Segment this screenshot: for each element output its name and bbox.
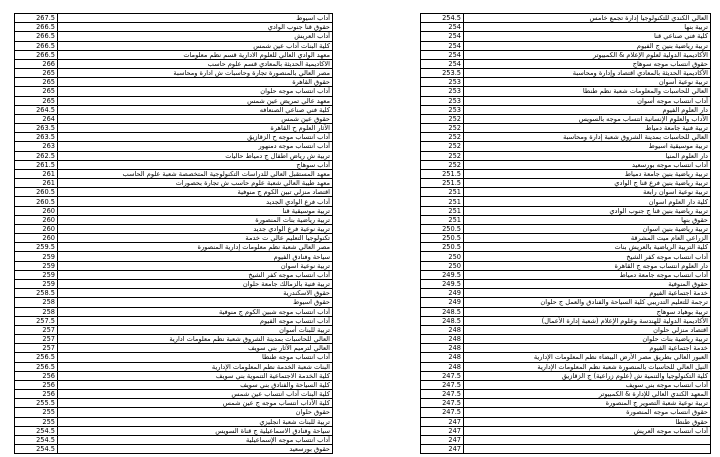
faculty-name-cell: الآداب والعلوم الإنسانية انتساب موجه بالسويس: [464, 114, 711, 123]
faculty-name-cell: حقوق انتساب موجه المنصورة: [464, 408, 711, 417]
table-row: [15, 316, 333, 325]
faculty-name-cell: ترجمة للتعليم التدريبي كلية السياحة والفنادق والعمل ج حلوان: [464, 298, 711, 307]
faculty-name-cell: سياحة وفنادق الفيوم: [58, 252, 333, 261]
table-row: [15, 325, 333, 334]
faculty-name-cell: النيل العالي للحاسبات بالمنصورة شعبة نظم المعلومات الإدارية: [464, 362, 711, 371]
table-row: [421, 270, 711, 279]
table-row: [421, 41, 711, 50]
faculty-name-cell: تربية رياضية بنات المنصورة: [58, 215, 333, 224]
table-row: [421, 142, 711, 151]
score-cell: 249: [421, 289, 464, 298]
faculty-name-cell: الاكاديمية الحديثة بالمعادي قسم علوم حاسب: [58, 59, 333, 68]
faculty-name-cell: البنات شعبة الخدمة نظم المعلومات الإدارية: [58, 362, 333, 371]
score-cell: 254: [421, 41, 464, 50]
faculty-name-cell: العبور العالي بطريق مصر الأرض البيضاء نظم المعلومات الإدارية: [464, 353, 711, 362]
score-cell: 256: [15, 371, 58, 380]
table-row: [421, 197, 711, 206]
score-cell: 259: [15, 279, 58, 288]
score-cell: 250.5: [421, 243, 464, 252]
score-cell: 254.5: [421, 14, 464, 23]
score-cell: 252: [421, 133, 464, 142]
faculty-name-cell: حقوق المنوفية: [464, 279, 711, 288]
score-cell: 248.5: [421, 316, 464, 325]
table-row: [421, 390, 711, 399]
faculty-name-cell: آداب انتساب موجه ح الزقازيق: [58, 133, 333, 142]
table-row: [15, 23, 333, 32]
score-cell: 260: [15, 224, 58, 233]
table-row: [15, 96, 333, 105]
table-row: [15, 371, 333, 380]
table-row: [15, 206, 333, 215]
table-row: [421, 344, 711, 353]
score-cell: 256: [15, 390, 58, 399]
faculty-name-cell: آداب انتساب موجه أسوان: [464, 96, 711, 105]
score-cell: 252: [421, 151, 464, 160]
table-row: [421, 279, 711, 288]
score-cell: 253.5: [421, 69, 464, 78]
table-row: [421, 151, 711, 160]
right-table-body: [421, 14, 711, 454]
faculty-name-cell: معهد المستقبل العالي للدراسات التكنولوجية المتخصصة شعبة علوم الحاسب: [58, 169, 333, 178]
score-cell: 251: [421, 206, 464, 215]
table-row: [421, 371, 711, 380]
score-cell: 247.5: [421, 408, 464, 417]
table-row: [15, 50, 333, 59]
score-cell: 264: [15, 114, 58, 123]
faculty-name-cell: كلية البنات آداب انتساب عين شمس: [58, 390, 333, 399]
table-row: [421, 160, 711, 169]
faculty-name-cell: تربية رياضية بنات حلوان: [464, 335, 711, 344]
table-row: [421, 179, 711, 188]
table-row: [421, 445, 711, 454]
faculty-name-cell: حقوق حلوان: [58, 408, 333, 417]
table-row: [15, 151, 333, 160]
table-row: [421, 325, 711, 334]
faculty-name-cell: مصر العالي شعبة نظم معلومات إدارية المنصورة: [58, 243, 333, 252]
faculty-name-cell: تربية فنية جامعة دمياط: [464, 124, 711, 133]
left-table-body: [15, 14, 333, 454]
table-row: [421, 408, 711, 417]
faculty-name-cell: آداب انتساب موجه حلوان: [58, 87, 333, 96]
score-cell: 247.5: [421, 380, 464, 389]
faculty-name-cell: كلية دار العلوم اسوان: [464, 197, 711, 206]
score-cell: 256.5: [15, 353, 58, 362]
score-cell: 247.5: [421, 399, 464, 408]
score-cell: 249.5: [421, 279, 464, 288]
faculty-name-cell: حقوق بورسعيد: [58, 445, 333, 454]
score-cell: 257: [15, 335, 58, 344]
table-row: [15, 279, 333, 288]
table-row: [15, 179, 333, 188]
table-row: [421, 215, 711, 224]
score-cell: 248: [421, 362, 464, 371]
score-cell: 251: [421, 188, 464, 197]
score-cell: 253: [421, 96, 464, 105]
score-cell: 247.5: [421, 371, 464, 380]
faculty-name-cell: حقوق عين شمس: [58, 114, 333, 123]
table-row: [421, 243, 711, 252]
score-cell: 262.5: [15, 151, 58, 160]
table-row: [15, 298, 333, 307]
table-row: [15, 435, 333, 444]
score-cell: 259: [15, 252, 58, 261]
faculty-name-cell: معهد طيبة العالي شعبة علوم حاسب ش تجارة بحصورات: [58, 179, 333, 188]
score-cell: 251.5: [421, 179, 464, 188]
faculty-name-cell: تربية نوعية اسوان: [58, 261, 333, 270]
faculty-name-cell: العالي للحاسبات والمعلومات شعبة نظم طنطا: [464, 87, 711, 96]
table-row: [15, 445, 333, 454]
table-row: [421, 59, 711, 68]
score-cell: 251: [421, 215, 464, 224]
table-row: [15, 32, 333, 41]
table-row: [15, 78, 333, 87]
score-cell: 258: [15, 298, 58, 307]
table-row: [421, 261, 711, 270]
table-row: [15, 252, 333, 261]
table-row: [421, 114, 711, 123]
table-row: [421, 14, 711, 23]
score-cell: 266: [15, 59, 58, 68]
score-cell: 266.5: [15, 41, 58, 50]
score-cell: 260: [15, 215, 58, 224]
faculty-name-cell: آداب انتساب موجه شبين الكوم ج منوفية: [58, 307, 333, 316]
faculty-name-cell: الآثار العلوم ح القاهرة: [58, 124, 333, 133]
table-row: [421, 307, 711, 316]
faculty-name-cell: تربية رياضية بنين ج الفيوم: [464, 41, 711, 50]
faculty-name-cell: تربية رياضية بنين اسوان: [464, 224, 711, 233]
score-cell: 261: [15, 179, 58, 188]
table-row: [15, 114, 333, 123]
score-cell: 250.5: [421, 234, 464, 243]
score-cell: 260: [15, 234, 58, 243]
score-cell: 250: [421, 252, 464, 261]
score-cell: 266.5: [15, 32, 58, 41]
table-row: [421, 380, 711, 389]
score-cell: 267.5: [15, 14, 58, 23]
table-row: [15, 399, 333, 408]
faculty-name-cell: اقتصاد منزلي تبين الكوم ج منوفية: [58, 188, 333, 197]
table-row: [15, 408, 333, 417]
score-cell: 259: [15, 261, 58, 270]
faculty-name-cell: دار العلوم انتساب موجه ج القاهرة: [464, 261, 711, 270]
faculty-name-cell: كلية فني صناعي قنا: [464, 32, 711, 41]
faculty-name-cell: حقوق الاسكندرية: [58, 289, 333, 298]
table-row: [15, 335, 333, 344]
score-cell: 252: [421, 142, 464, 151]
table-row: [15, 133, 333, 142]
table-row: [421, 316, 711, 325]
faculty-name-cell: سياحة وفنادق الاسماعيلية ج قناة السويس: [58, 426, 333, 435]
faculty-name-cell: آداب اسيوط: [58, 14, 333, 23]
table-row: [421, 353, 711, 362]
faculty-name-cell: تربية نوعية شعبة التصوير ج المنصورة: [464, 399, 711, 408]
faculty-name-cell: آداب انتساب موجه بورسعيد: [464, 160, 711, 169]
table-row: [421, 252, 711, 261]
faculty-name-cell: حقوق قنا جنوب الوادي: [58, 23, 333, 32]
faculty-name-cell: الأكاديمية الدولية لعلوم الإعلام & الكمبيوتر: [464, 50, 711, 59]
score-cell: 259: [15, 270, 58, 279]
faculty-name-cell: العالي للحاسبات بمدينة الشروق شعبة إدارة ومحاسبة: [464, 133, 711, 142]
faculty-name-cell: كلية السياحة والفنادق بني سويف: [58, 380, 333, 389]
table-row: [15, 224, 333, 233]
score-cell: 252: [421, 124, 464, 133]
score-cell: 247: [421, 445, 464, 454]
faculty-name-cell: تربية نوعية أسوان: [464, 78, 711, 87]
table-row: [15, 197, 333, 206]
faculty-name-cell: الأكاديمية الدولية للهندسة وعلوم الإعلام (شعبة إدارة الأعمال): [464, 316, 711, 325]
score-cell: 257.5: [15, 316, 58, 325]
faculty-name-cell: [464, 435, 711, 444]
score-cell: 247: [421, 426, 464, 435]
table-row: [421, 224, 711, 233]
faculty-name-cell: كلية فني صناعي الصنعافه: [58, 105, 333, 114]
table-row: [15, 160, 333, 169]
score-cell: 255: [15, 408, 58, 417]
score-cell: 258.5: [15, 289, 58, 298]
score-cell: 266.5: [15, 23, 58, 32]
faculty-name-cell: آداب انتساب موجه كفر الشيخ: [464, 252, 711, 261]
score-cell: 249: [421, 298, 464, 307]
faculty-name-cell: خدمة اجتماعية الفيوم: [464, 289, 711, 298]
table-row: [15, 14, 333, 23]
faculty-name-cell: آداب انتساب موجه طنطا: [58, 353, 333, 362]
score-cell: 260: [15, 206, 58, 215]
score-cell: 255.5: [15, 399, 58, 408]
table-row: [421, 133, 711, 142]
score-cell: 252: [421, 160, 464, 169]
faculty-name-cell: اقتصاد منزلي حلوان: [464, 325, 711, 334]
table-row: [15, 307, 333, 316]
table-row: [421, 234, 711, 243]
score-cell: 264.5: [15, 105, 58, 114]
faculty-name-cell: آداب انتساب موجه الإسماعيلية: [58, 435, 333, 444]
table-row: [421, 298, 711, 307]
faculty-name-cell: الزراعي العام ميت المشرقة: [464, 234, 711, 243]
table-row: [15, 215, 333, 224]
table-row: [421, 399, 711, 408]
left-results-table: [14, 13, 333, 454]
faculty-name-cell: العالي لترميم الآثار بني سويف: [58, 344, 333, 353]
score-cell: 247: [421, 435, 464, 444]
score-cell: 263.5: [15, 124, 58, 133]
table-row: [421, 69, 711, 78]
score-cell: 263: [15, 142, 58, 151]
faculty-name-cell: مصر العالي بالمنصورة تجارة وحاسبات ش ادارة ومحاسبة: [58, 69, 333, 78]
table-row: [15, 261, 333, 270]
faculty-name-cell: تربية للبنات شعبة انجليزي: [58, 417, 333, 426]
faculty-name-cell: تربية ش رياض اطفال ج دمياط حاليات: [58, 151, 333, 160]
faculty-name-cell: حقوق بنها: [464, 215, 711, 224]
faculty-name-cell: آداب انتساب موجه دمنهور: [58, 142, 333, 151]
score-cell: 248: [421, 344, 464, 353]
faculty-name-cell: تربية بنها: [464, 23, 711, 32]
faculty-name-cell: العالي للحاسبات بمدينة الشروق شعبة نظم معلومات ادارية: [58, 335, 333, 344]
table-row: [421, 23, 711, 32]
faculty-name-cell: آداب انتساب موجه الفيوم: [58, 316, 333, 325]
table-row: [421, 78, 711, 87]
score-cell: 259.5: [15, 243, 58, 252]
faculty-name-cell: [464, 445, 711, 454]
table-row: [421, 335, 711, 344]
faculty-name-cell: كلية الخدمة الاجتماعية التنموية بني سويف: [58, 371, 333, 380]
right-results-table: [420, 13, 711, 454]
score-cell: 254.5: [15, 426, 58, 435]
score-cell: 249.5: [421, 270, 464, 279]
faculty-name-cell: كلية البنات آداب عين شمس: [58, 41, 333, 50]
table-row: [15, 344, 333, 353]
faculty-name-cell: آداب انتساب موجه كفر الشيخ: [58, 270, 333, 279]
faculty-name-cell: تربية نوعية اسوان رابعة: [464, 188, 711, 197]
score-cell: 253: [421, 78, 464, 87]
table-row: [421, 50, 711, 59]
table-row: [15, 188, 333, 197]
faculty-name-cell: تربية رياضية بنين قنا ج جنوب الوادي: [464, 206, 711, 215]
table-row: [15, 41, 333, 50]
faculty-name-cell: آداب انتساب موجه بني سويف: [464, 380, 711, 389]
score-cell: 256: [15, 380, 58, 389]
table-row: [15, 234, 333, 243]
table-row: [421, 124, 711, 133]
score-cell: 254: [421, 23, 464, 32]
table-row: [15, 426, 333, 435]
faculty-name-cell: حقوق طنطا: [464, 417, 711, 426]
table-row: [15, 105, 333, 114]
score-cell: 254.5: [15, 445, 58, 454]
score-cell: 257: [15, 344, 58, 353]
score-cell: 260.5: [15, 197, 58, 206]
table-row: [15, 169, 333, 178]
table-row: [15, 353, 333, 362]
table-row: [15, 59, 333, 68]
faculty-name-cell: تربية نوعية فرع الوادي جديد: [58, 224, 333, 233]
faculty-name-cell: تربية بوهياد سوهاج: [464, 307, 711, 316]
faculty-name-cell: كلية الآداب انتساب موجه ج عين شمس: [58, 399, 333, 408]
score-cell: 250: [421, 261, 464, 270]
faculty-name-cell: تربية موسيقية قنا: [58, 206, 333, 215]
table-row: [15, 362, 333, 371]
score-cell: 248: [421, 353, 464, 362]
table-row: [15, 270, 333, 279]
score-cell: 254: [421, 59, 464, 68]
score-cell: 251.5: [421, 169, 464, 178]
table-row: [15, 243, 333, 252]
score-cell: 265: [15, 69, 58, 78]
score-cell: 265: [15, 78, 58, 87]
score-cell: 248.5: [421, 307, 464, 316]
faculty-name-cell: العالي الكندي للتكنولوجيا إدارة تجمع خامس: [464, 14, 711, 23]
score-cell: 251: [421, 197, 464, 206]
table-row: [421, 169, 711, 178]
faculty-name-cell: آداب انتساب موجه العريش: [464, 426, 711, 435]
table-row: [15, 390, 333, 399]
score-cell: 253: [421, 87, 464, 96]
score-cell: 247.5: [421, 390, 464, 399]
table-row: [15, 69, 333, 78]
faculty-name-cell: تربية فنية بالزمالك جامعة حلوان: [58, 279, 333, 288]
table-row: [421, 417, 711, 426]
score-cell: 254: [421, 50, 464, 59]
faculty-name-cell: خدمة اجتماعية الفيوم: [464, 344, 711, 353]
table-row: [421, 206, 711, 215]
table-row: [421, 87, 711, 96]
score-cell: 250.5: [421, 224, 464, 233]
table-row: [421, 32, 711, 41]
score-cell: 265: [15, 96, 58, 105]
table-row: [421, 426, 711, 435]
score-cell: 248: [421, 325, 464, 334]
faculty-name-cell: دار العلوم المنيا: [464, 151, 711, 160]
score-cell: 254.5: [15, 435, 58, 444]
faculty-name-cell: تربية رياضية بنين فرع قنا ج الوادي: [464, 179, 711, 188]
faculty-name-cell: حقوق القاهرة: [58, 78, 333, 87]
faculty-name-cell: الأكاديمية الحديثة بالمعادي اقتصاد وإدارة ومحاسبة: [464, 69, 711, 78]
faculty-name-cell: معهد عالي تمريض عين شمس: [58, 96, 333, 105]
score-cell: 260.5: [15, 188, 58, 197]
faculty-name-cell: آداب سوهاج: [58, 160, 333, 169]
faculty-name-cell: المعهد الكندي العالي للإدارة & الكمبيوتر: [464, 390, 711, 399]
faculty-name-cell: تكنولوجيا التعليم عالي ت خدمة: [58, 234, 333, 243]
faculty-name-cell: تربية للبنات أسوان: [58, 325, 333, 334]
faculty-name-cell: كلية التربية الرياضية بالعريش بنات: [464, 243, 711, 252]
score-cell: 263.5: [15, 133, 58, 142]
score-cell: 256.5: [15, 362, 58, 371]
faculty-name-cell: معهد الوادي العالي للعلوم الادارية قسم نظم معلومات: [58, 50, 333, 59]
score-cell: 258: [15, 307, 58, 316]
faculty-name-cell: دار العلوم الفيوم: [464, 105, 711, 114]
faculty-name-cell: تربية موسيقية اسيوط: [464, 142, 711, 151]
table-row: [15, 142, 333, 151]
table-row: [421, 188, 711, 197]
table-row: [421, 362, 711, 371]
score-cell: 265: [15, 87, 58, 96]
score-cell: 247: [421, 417, 464, 426]
table-row: [15, 87, 333, 96]
faculty-name-cell: حقوق اسيوط: [58, 298, 333, 307]
score-cell: 254: [421, 32, 464, 41]
table-row: [421, 105, 711, 114]
table-row: [15, 124, 333, 133]
table-row: [421, 289, 711, 298]
table-row: [15, 289, 333, 298]
score-cell: 257: [15, 325, 58, 334]
faculty-name-cell: آداب العريش: [58, 32, 333, 41]
score-cell: 266.5: [15, 50, 58, 59]
table-row: [421, 96, 711, 105]
score-cell: 261.5: [15, 160, 58, 169]
score-cell: 252: [421, 114, 464, 123]
score-cell: 253: [421, 105, 464, 114]
table-row: [421, 435, 711, 444]
faculty-name-cell: آداب انتساب موجه جامعة دمياط: [464, 270, 711, 279]
table-row: [15, 417, 333, 426]
faculty-name-cell: آداب فرع الوادي الجديد: [58, 197, 333, 206]
faculty-name-cell: حقوق انتساب موجه سوهاج: [464, 59, 711, 68]
faculty-name-cell: كلية التكنولوجيا والتنمية ش (علوم زراعية) ج الزقازيق: [464, 371, 711, 380]
faculty-name-cell: تربية رياضية بنين جامعة دمياط: [464, 169, 711, 178]
table-row: [15, 380, 333, 389]
score-cell: 248: [421, 335, 464, 344]
score-cell: 255: [15, 417, 58, 426]
score-cell: 261: [15, 169, 58, 178]
